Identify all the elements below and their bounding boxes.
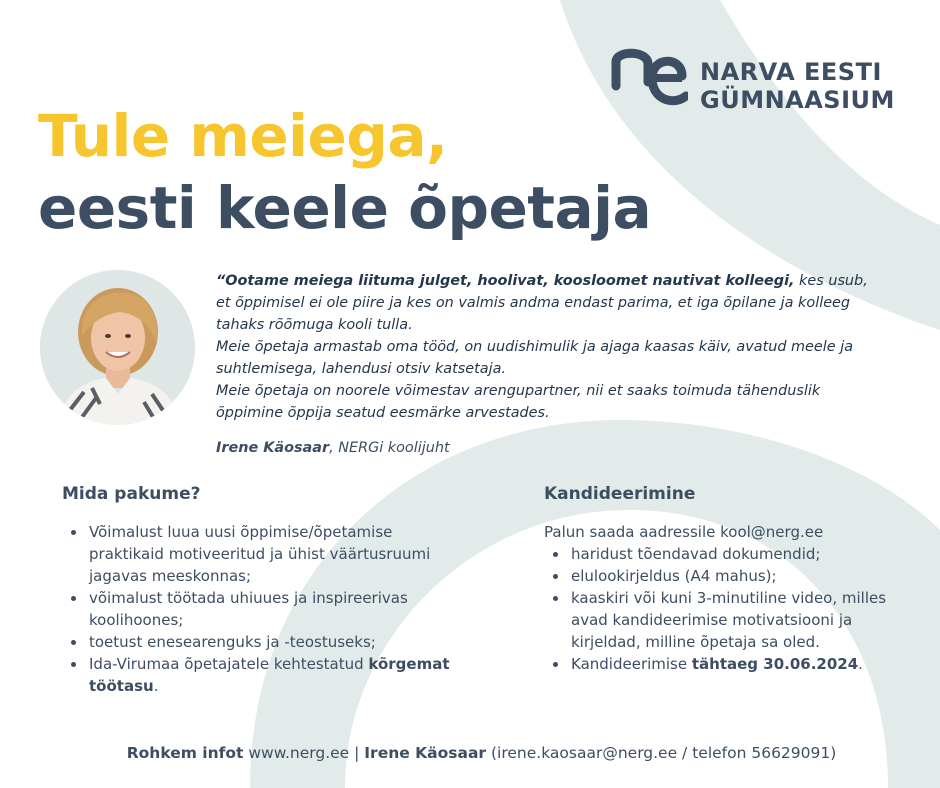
candidacy-list [544,543,904,675]
list-item [62,653,462,697]
offer-list [62,521,462,697]
list-item [544,653,904,675]
headline-line-1: Tule meiega, [38,102,448,170]
candidacy-heading: Kandideerimine [544,484,696,504]
school-logo [608,42,898,118]
portrait-photo [40,270,195,425]
deadline-highlight: tähtaeg 30.06.2024 [691,655,859,673]
footer-contact-details: (irene.kaosaar@nerg.ee / telefon 56629091) [486,744,837,762]
logo-wordmark [700,58,895,114]
list-item: võimalust töötada uhiuues ja inspireerivas koolihoones; [62,587,462,631]
quote-p1-rest: kes usub, et õppimisel ei ole piire ja kes on valmis andma endast parima, et iga õpilane ja kolleeg tahaks rõõmuga kooli tulla. [216,273,868,333]
quote-block [216,270,886,424]
deadline-text: Kandideerimise [571,655,692,673]
list-item: haridust tõendavad dokumendid; [544,543,904,565]
salary-highlight: kõrgemat töötasu [89,655,450,695]
list-item: elulookirjeldus (A4 mahus); [544,565,904,587]
signature-role: , NERGi koolijuht [329,440,450,456]
logo-line-2: GÜMNAASIUM [700,86,895,114]
salary-text: Ida-Virumaa õpetajatele kehtestatud [89,655,369,673]
quote-paragraph-1 [216,270,886,336]
deadline-end: . [858,655,863,673]
candidacy-intro: Palun saada aadressile kool@nerg.ee [544,523,824,541]
signature-name: Irene Käosaar [216,440,330,456]
quote-paragraph-2: Meie õpetaja armastab oma tööd, on uudishimulik ja ajaga kaasas käiv, avatud meele ja suhtlemisega, lahendusi otsiv katsetaja. [216,339,854,377]
footer-contact-name: Irene Käosaar [364,744,487,762]
logo-line-1: NARVA EESTI [700,58,882,86]
quote-bold-lead: “Ootame meiega liituma julget, hoolivat, koosloomet nautivat kolleegi, [216,273,795,289]
offer-heading: Mida pakume? [62,484,201,504]
headline-line-2: eesti keele õpetaja [38,174,652,242]
ne-monogram-icon [608,42,688,112]
quote-signature [216,437,716,459]
footer-contact [0,742,940,764]
salary-end: . [153,677,159,695]
footer-website: www.nerg.ee | [243,744,365,762]
footer-label-info: Rohkem infot [126,744,244,762]
quote-paragraph-3: Meie õpetaja on noorele võimestav arengupartner, nii et saaks toimuda tähenduslik õppimine õppija seatud eesmärke arvestades. [216,383,821,421]
list-item: kaaskiri või kuni 3-minutiline video, milles avad kandideerimise motivatsiooni ja kirjeldad, milline õpetaja sa oled. [544,587,904,653]
portrait-illustration [40,270,195,425]
list-item: toetust enesearenguks ja -teostuseks; [62,631,462,653]
list-item: Võimalust luua uusi õppimise/õpetamise praktikaid motiveeritud ja ühist väärtusruumi jagavas meeskonnas; [62,521,462,587]
